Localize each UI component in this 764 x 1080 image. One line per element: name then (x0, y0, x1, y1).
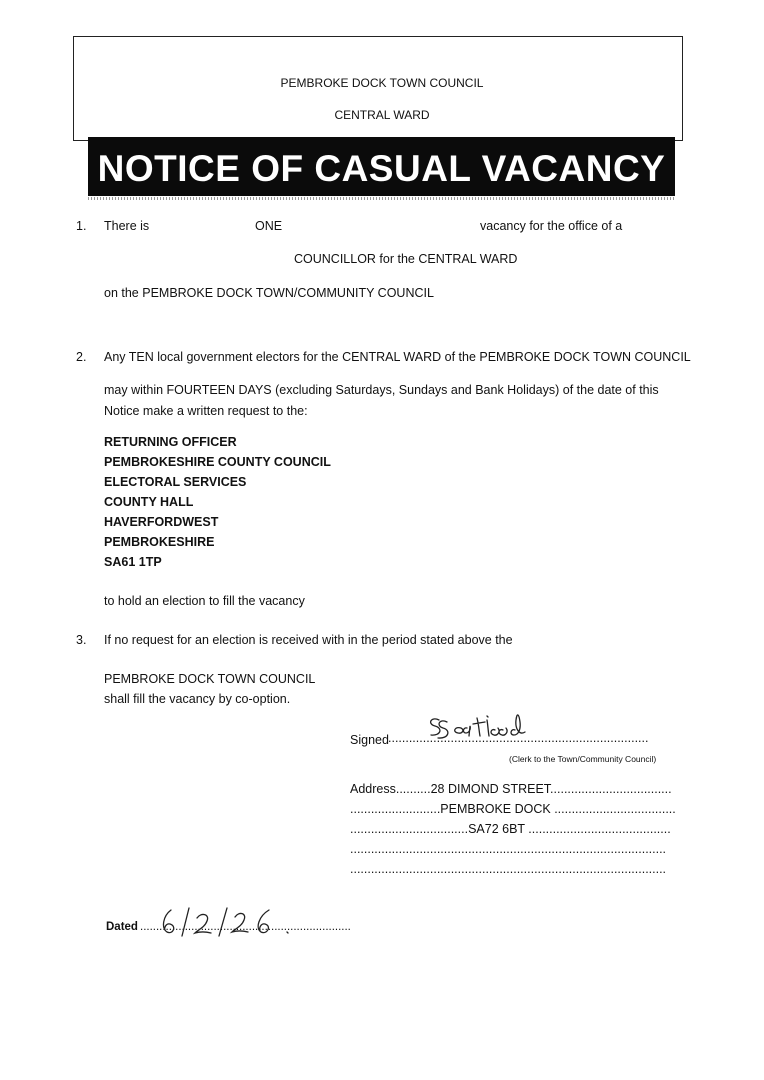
returning-officer-line-4: COUNTY HALL (104, 495, 194, 509)
banner-underline (88, 197, 675, 200)
item-2-line-3: Notice make a written request to the: (104, 404, 308, 418)
dated-label: Dated (106, 921, 138, 933)
item-1-council: on the PEMBROKE DOCK TOWN/COMMUNITY COUNCIL (104, 286, 434, 300)
item-3-line-3: shall fill the vacancy by co-option. (104, 692, 291, 706)
ward-name: CENTRAL WARD (334, 108, 430, 122)
signature-line: ........................................................................... (388, 731, 649, 745)
item-1-there-is: There is (104, 219, 150, 233)
returning-officer-line-1: RETURNING OFFICER (104, 435, 237, 449)
item-1-number: 1. (76, 219, 87, 233)
returning-officer-line-6: PEMBROKESHIRE (104, 535, 215, 549)
item-2-closing: to hold an election to fill the vacancy (104, 594, 305, 608)
item-1-vacancy-text: vacancy for the office of a (480, 219, 623, 233)
item-3-number: 3. (76, 633, 87, 647)
returning-officer-line-3: ELECTORAL SERVICES (104, 475, 247, 489)
clerk-role: (Clerk to the Town/Community Council) (509, 754, 657, 764)
returning-officer-line-2: PEMBROKESHIRE COUNTY COUNCIL (104, 455, 331, 469)
header-box-left-edge (73, 140, 89, 141)
dated-line: .................................................................. (140, 921, 351, 933)
address-line-1: Address..........28 DIMOND STREET................................... (350, 782, 672, 796)
item-3-line-2: PEMBROKE DOCK TOWN COUNCIL (104, 672, 316, 686)
signed-label: Signed (350, 733, 389, 747)
item-1-office: COUNCILLOR for the CENTRAL WARD (294, 252, 518, 266)
council-name: PEMBROKE DOCK TOWN COUNCIL (280, 76, 484, 90)
returning-officer-line-5: HAVERFORDWEST (104, 515, 219, 529)
item-3-line-1: If no request for an election is received with in the period stated above the (104, 633, 513, 647)
address-line-5: ........................................................................................... (350, 862, 667, 876)
item-1-count: ONE (255, 219, 283, 233)
item-2-line-2: may within FOURTEEN DAYS (excluding Saturdays, Sundays and Bank Holidays) of the date of this (104, 383, 659, 397)
address-line-4: ........................................................................................... (350, 842, 667, 856)
item-2-line-1: Any TEN local government electors for the CENTRAL WARD of the PEMBROKE DOCK TOWN COUNCIL (104, 350, 691, 364)
handwritten-date (155, 902, 305, 940)
notice-title: NOTICE OF CASUAL VACANCY (88, 137, 675, 196)
address-line-3: ..................................SA72 6BT ......................................... (350, 822, 671, 836)
item-2-number: 2. (76, 350, 87, 364)
address-line-2: ..........................PEMBROKE DOCK ................................... (350, 802, 676, 816)
returning-officer-postcode: SA61 1TP (104, 555, 162, 569)
